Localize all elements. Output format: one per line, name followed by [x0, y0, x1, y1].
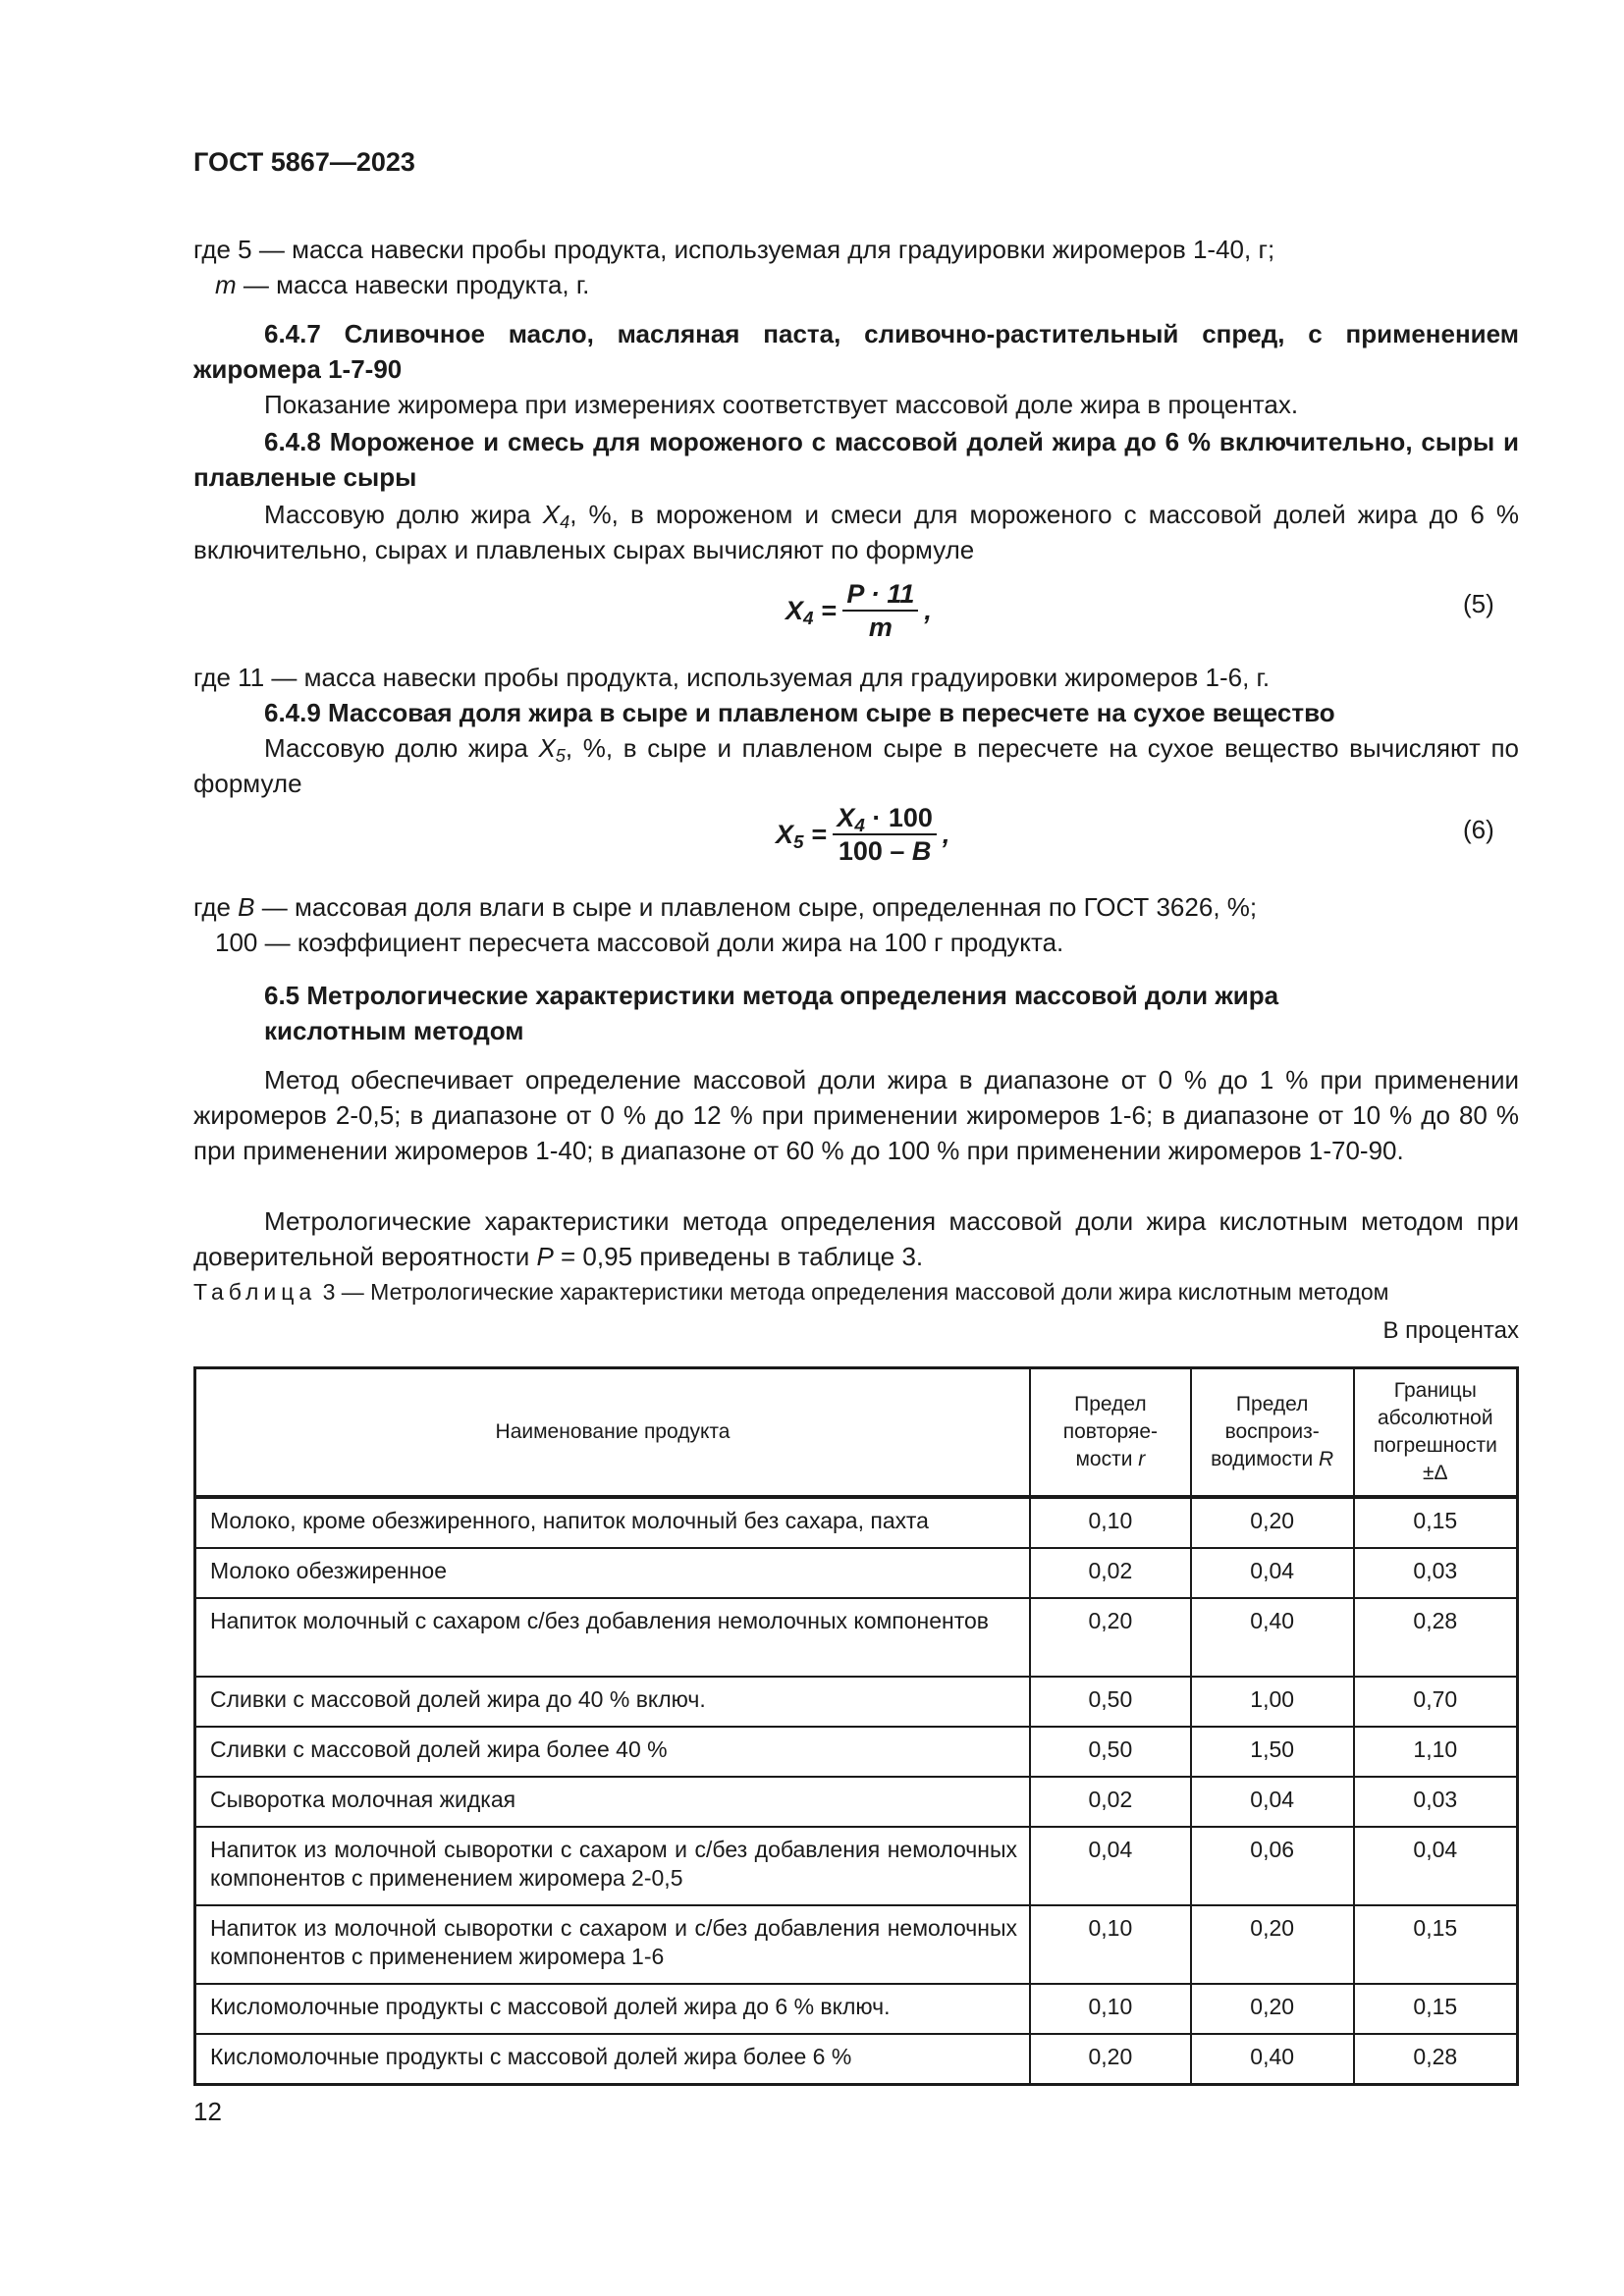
formula-5-number: (5) [1463, 589, 1494, 618]
cell-delta: 1,10 [1354, 1727, 1518, 1777]
table-row [195, 1548, 1518, 1598]
f6-den-var: B [911, 836, 932, 866]
table-row [195, 1777, 1518, 1827]
col-header-reproducibility: Предел воспроиз- водимости R [1191, 1368, 1354, 1498]
f5-numerator: P · 11 [842, 579, 918, 612]
s649-var: X [538, 733, 556, 763]
cell-product: Напиток из молочной сыворотки с сахаром и с/без добавления немолочных компонентов с применением жиромера 2-0,5 [195, 1827, 1030, 1905]
where-b-pre: где [193, 892, 239, 922]
table-caption-text: 3 — Метрологические характеристики метода определения массовой доли жира кислотным методом [322, 1279, 1389, 1305]
f5-lhs-var: X [785, 595, 804, 625]
cell-r: 0,50 [1030, 1727, 1191, 1777]
f6-numerator [833, 803, 937, 835]
section-6-5-para-2 [193, 1203, 1519, 1274]
s648-post: , %, в мороженом и смеси для мороженого с массовой долей жира до 6 % включительно, сырах и плавленых сырах вычисляют по формуле [193, 500, 1520, 564]
table-row [195, 2034, 1518, 2085]
s649-sub: 5 [555, 746, 566, 766]
table-row [195, 1827, 1518, 1905]
cell-R: 0,06 [1191, 1827, 1354, 1905]
cell-product: Сливки с массовой долей жира более 40 % [195, 1727, 1030, 1777]
cell-R: 1,50 [1191, 1727, 1354, 1777]
cell-r: 0,04 [1030, 1827, 1191, 1905]
s648-var: X [542, 500, 561, 529]
col-header-product: Наименование продукта [195, 1368, 1030, 1498]
table-row [195, 1905, 1518, 1984]
cell-R: 1,00 [1191, 1677, 1354, 1727]
section-6-4-8-text [193, 497, 1519, 567]
section-6-5-title: 6.5 Метрологические характеристики метода определения массовой доли жира кислотным методом [264, 981, 1279, 1045]
cell-R: 0,20 [1191, 1984, 1354, 2034]
section-6-4-9-text [193, 730, 1519, 801]
table-unit: В процентах [1382, 1317, 1519, 1344]
symbol-x4 [542, 500, 570, 532]
page-number: 12 [193, 2097, 222, 2126]
symbol-x5 [538, 733, 566, 766]
table-row [195, 1497, 1518, 1548]
cell-delta: 0,15 [1354, 1984, 1518, 2034]
f6-num-var: X [837, 803, 855, 832]
cell-r: 0,10 [1030, 1905, 1191, 1984]
formula-6-number: (6) [1463, 815, 1494, 844]
cell-delta: 0,28 [1354, 1598, 1518, 1677]
s648-pre: Массовую долю жира [264, 500, 543, 529]
cell-r: 0,02 [1030, 1777, 1191, 1827]
cell-delta: 0,03 [1354, 1777, 1518, 1827]
f6-num-sub: 4 [854, 816, 865, 836]
s648-sub: 4 [560, 512, 570, 532]
section-6-4-8-title: 6.4.8 Мороженое и смесь для мороженого с массовой долей жира до 6 % включительно, сыры и плавленые сыры [193, 427, 1519, 492]
section-6-5-para-1: Метод обеспечивает определение массовой доли жира в диапазоне от 0 % до 1 % при применении жиромеров 2-0,5; в диапазоне от 0 % до 12 % при применении жиромеров 1-6; в диапазоне от 10 % до 80 % при применении жиромеров 1-40; в диапазоне от 60 % до 100 % при применении жиромеров 1-70-90. [193, 1065, 1519, 1165]
section-6-4-7-title: 6.4.7 Сливочное масло, масляная паста, сливочно-растительный спред, с применением жиромера 1-7-90 [193, 319, 1519, 384]
symbol-m: m [215, 270, 237, 299]
col-header-repeatability: Предел повторяе- мости r [1030, 1368, 1191, 1498]
table-row [195, 1598, 1518, 1677]
cell-r: 0,20 [1030, 2034, 1191, 2085]
cell-r: 0,10 [1030, 1984, 1191, 2034]
table-row [195, 1677, 1518, 1727]
cell-r: 0,20 [1030, 1598, 1191, 1677]
table-row [195, 1984, 1518, 2034]
table-row [195, 1727, 1518, 1777]
f5-tail: , [924, 595, 932, 625]
cell-product: Молоко, кроме обезжиренного, напиток молочный без сахара, пахта [195, 1497, 1030, 1548]
cell-delta: 0,28 [1354, 2034, 1518, 2085]
s649-pre: Массовую долю жира [264, 733, 539, 763]
col-header-abs-error: Границы абсолютной погрешности ±Δ [1354, 1368, 1518, 1498]
where-100-line: 100 — коэффициент пересчета массовой доли жира на 100 г продукта. [215, 928, 1064, 957]
f6-num-rest: · 100 [864, 803, 933, 832]
section-6-4-9-title: 6.4.9 Массовая доля жира в сыре и плавленом сыре в пересчете на сухое вещество [264, 698, 1335, 727]
f6-lhs-var: X [776, 819, 794, 849]
cell-product: Напиток молочный с сахаром с/без добавления немолочных компонентов [195, 1598, 1030, 1677]
cell-delta: 0,15 [1354, 1497, 1518, 1548]
cell-delta: 0,04 [1354, 1827, 1518, 1905]
f6-lhs-sub: 5 [793, 831, 804, 853]
formula-6 [776, 803, 949, 866]
s649-post: , %, в сыре и плавленом сыре в пересчете на сухое вещество вычисляют по формуле [193, 733, 1520, 798]
formula-5 [785, 579, 932, 642]
formula-5-lhs [785, 595, 814, 629]
f5-lhs-sub: 4 [803, 608, 814, 629]
table-header-row [195, 1368, 1518, 1498]
where-11-line: где 11 — масса навески пробы продукта, используемая для градуировки жиромеров 1-6, г. [193, 663, 1271, 692]
section-6-4-7-text: Показание жиромера при измерениях соответствует массовой доле жира в процентах. [264, 390, 1299, 419]
cell-product: Напиток из молочной сыворотки с сахаром и с/без добавления немолочных компонентов с применением жиромера 1-6 [195, 1905, 1030, 1984]
cell-delta: 0,15 [1354, 1905, 1518, 1984]
cell-R: 0,40 [1191, 1598, 1354, 1677]
cell-r: 0,10 [1030, 1497, 1191, 1548]
cell-R: 0,40 [1191, 2034, 1354, 2085]
where-m-line [193, 267, 1541, 302]
symbol-b: B [238, 892, 255, 922]
where-b-line [193, 889, 1519, 925]
table-caption-word: Таблица [193, 1279, 317, 1305]
f6-denominator [835, 835, 936, 866]
where-5-line: где 5 — масса навески пробы продукта, используемая для градуировки жиромеров 1-40, г; [193, 235, 1275, 264]
cell-R: 0,20 [1191, 1905, 1354, 1984]
f6-den-pre: 100 – [838, 836, 912, 866]
f5-denominator: m [868, 613, 893, 642]
cell-r: 0,50 [1030, 1677, 1191, 1727]
cell-product: Кисломолочные продукты с массовой долей жира до 6 % включ. [195, 1984, 1030, 2034]
cell-delta: 0,70 [1354, 1677, 1518, 1727]
cell-R: 0,20 [1191, 1497, 1354, 1548]
document-id-header: ГОСТ 5867—2023 [193, 147, 415, 177]
f6-tail: , [942, 819, 950, 849]
symbol-p: P [536, 1242, 554, 1271]
cell-product: Сливки с массовой долей жира до 40 % включ. [195, 1677, 1030, 1727]
formula-6-fraction [833, 803, 937, 866]
formula-6-lhs [776, 819, 804, 853]
where-b-text: — массовая доля влаги в сыре и плавленом сыре, определенная по ГОСТ 3626, %; [254, 892, 1258, 922]
table-caption [193, 1276, 1388, 1308]
f5-eq: = [821, 595, 838, 625]
cell-delta: 0,03 [1354, 1548, 1518, 1598]
f6-eq: = [811, 819, 828, 849]
s65-p2-pre: Метрологические характеристики метода определения массовой доли жира кислотным методом при доверительной вероятности [193, 1206, 1519, 1271]
s65-p2-post: = 0,95 приведены в таблице 3. [553, 1242, 924, 1271]
where-m-text: — масса навески продукта, г. [236, 270, 590, 299]
cell-product: Кисломолочные продукты с массовой долей жира более 6 % [195, 2034, 1030, 2085]
cell-product: Сыворотка молочная жидкая [195, 1777, 1030, 1827]
cell-r: 0,02 [1030, 1548, 1191, 1598]
cell-product: Молоко обезжиренное [195, 1548, 1030, 1598]
formula-5-fraction [842, 579, 918, 642]
cell-R: 0,04 [1191, 1777, 1354, 1827]
cell-R: 0,04 [1191, 1548, 1354, 1598]
metrology-table [193, 1366, 1519, 2086]
